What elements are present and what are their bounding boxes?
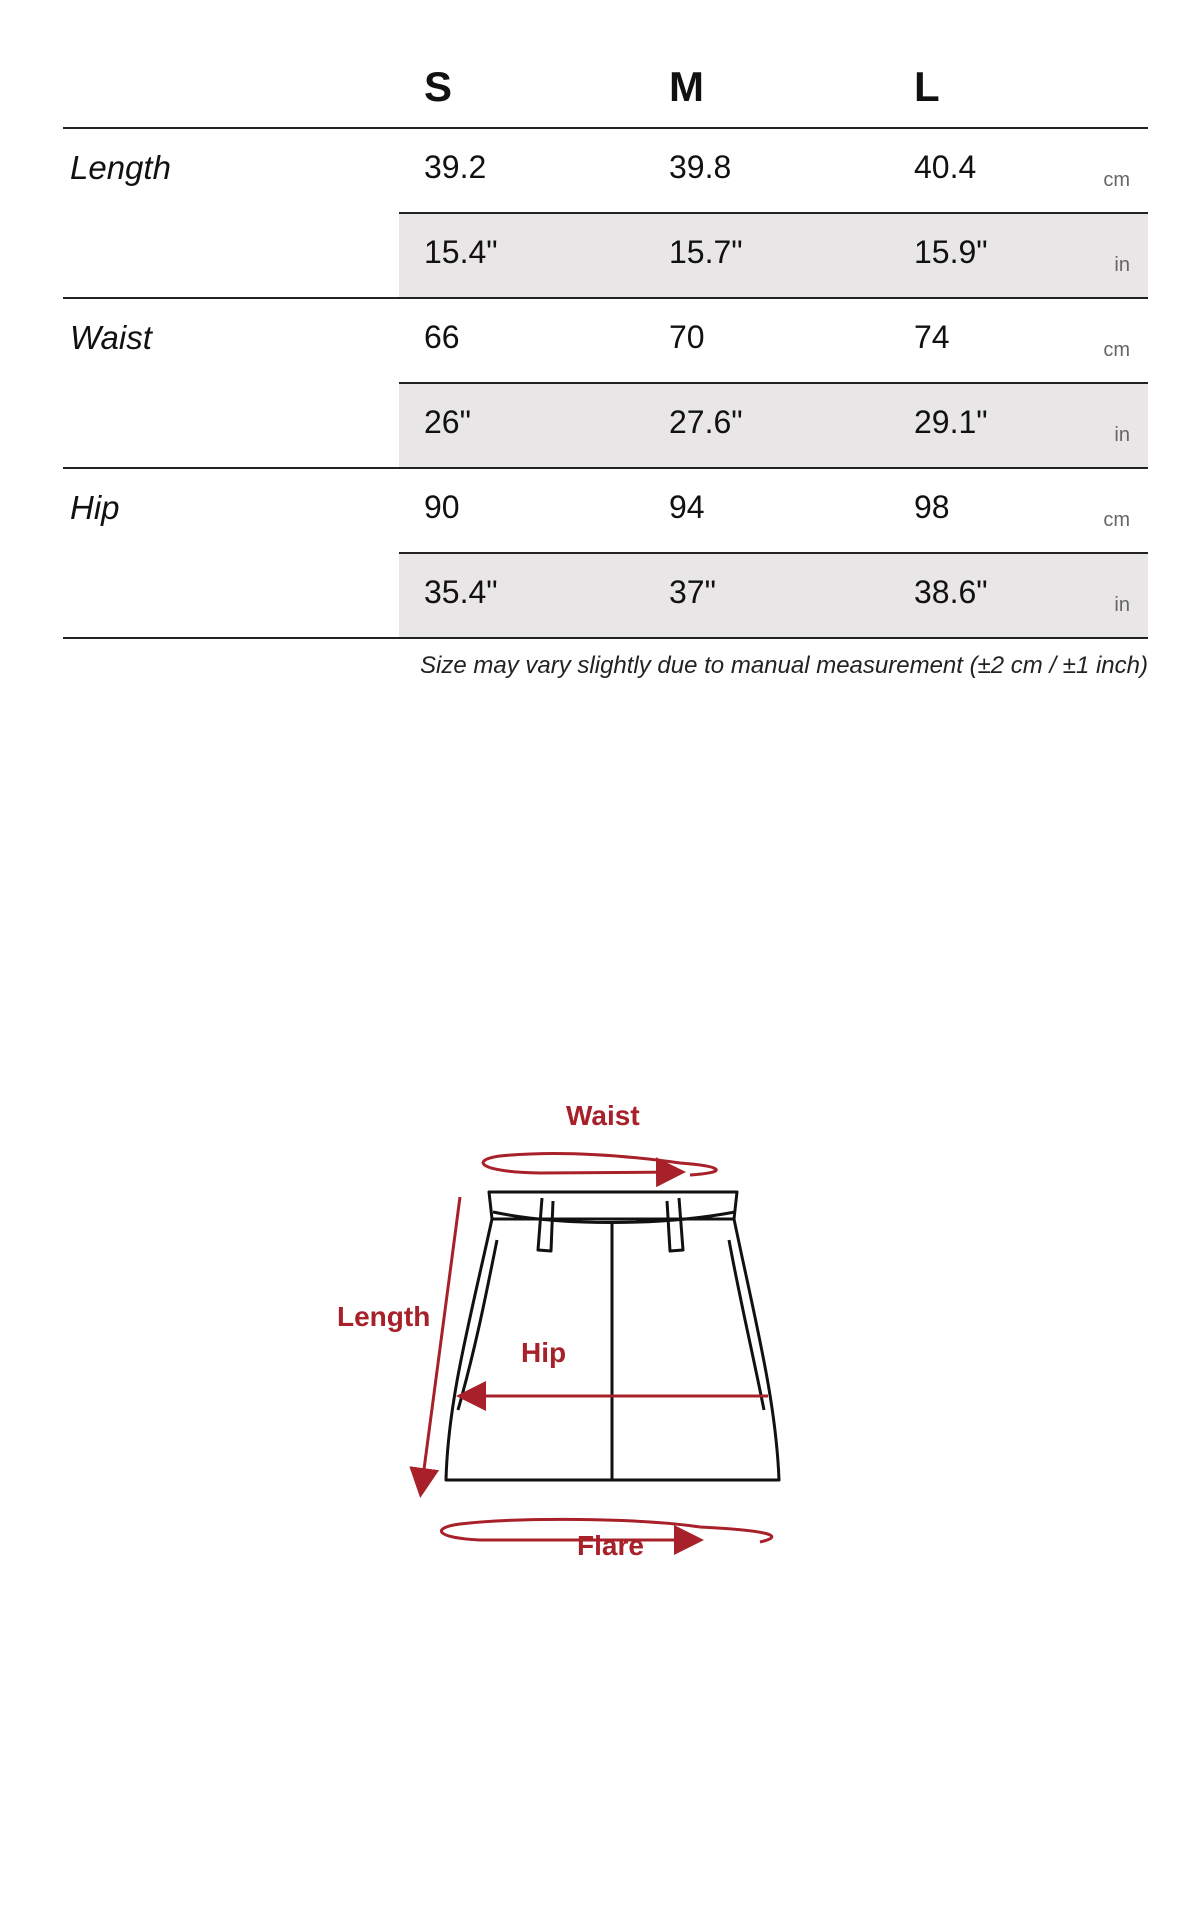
length-in-m: 15.7" — [669, 234, 743, 270]
measurement-label: Length — [70, 149, 171, 186]
skirt-outline — [446, 1192, 779, 1480]
size-header-row — [63, 55, 1148, 129]
unit-in: in — [1114, 254, 1130, 276]
length-in-row — [63, 214, 1148, 299]
unit-cm: cm — [1103, 509, 1130, 531]
hip-cm-m: 94 — [669, 489, 705, 525]
hip-in-row — [63, 554, 1148, 639]
unit-in: in — [1114, 424, 1130, 446]
measurement-group-hip — [63, 469, 1148, 639]
size-header-s: S — [424, 63, 453, 110]
size-header-l: L — [914, 63, 940, 110]
unit-in: in — [1114, 594, 1130, 616]
unit-cm: cm — [1103, 169, 1130, 191]
unit-cm: cm — [1103, 339, 1130, 361]
waist-in-s: 26" — [424, 404, 471, 440]
measurement-group-waist — [63, 299, 1148, 469]
diagram-label-hip: Hip — [521, 1337, 567, 1368]
hip-cm-l: 98 — [914, 489, 950, 525]
hip-in-m: 37" — [669, 574, 716, 610]
hip-cm-s: 90 — [424, 489, 460, 525]
waist-in-l: 29.1" — [914, 404, 988, 440]
skirt-diagram — [0, 1080, 1200, 1780]
length-arrow — [421, 1197, 460, 1492]
hip-in-s: 35.4" — [424, 574, 498, 610]
length-cm-m: 39.8 — [669, 149, 732, 185]
length-cm-l: 40.4 — [914, 149, 977, 185]
waist-cm-m: 70 — [669, 319, 705, 355]
diagram-label-waist: Waist — [566, 1100, 640, 1131]
waist-cm-l: 74 — [914, 319, 950, 355]
diagram-label-length: Length — [337, 1301, 431, 1332]
length-in-l: 15.9" — [914, 234, 988, 270]
waist-cm-row — [63, 299, 1148, 384]
measurement-label: Hip — [70, 489, 120, 526]
measurement-label: Waist — [70, 319, 152, 356]
length-in-s: 15.4" — [424, 234, 498, 270]
size-chart-table — [63, 55, 1148, 639]
waist-arrow — [483, 1154, 716, 1175]
measurement-group-length — [63, 129, 1148, 299]
waist-cm-s: 66 — [424, 319, 460, 355]
size-header-m: M — [669, 63, 704, 110]
waist-in-m: 27.6" — [669, 404, 743, 440]
measurement-note: Size may vary slightly due to manual measurement (±2 cm / ±1 inch) — [420, 652, 1148, 679]
hip-cm-row — [63, 469, 1148, 554]
length-cm-row — [63, 129, 1148, 214]
diagram-label-flare: Flare — [577, 1530, 644, 1561]
waist-in-row — [63, 384, 1148, 469]
hip-in-l: 38.6" — [914, 574, 988, 610]
length-cm-s: 39.2 — [424, 149, 487, 185]
